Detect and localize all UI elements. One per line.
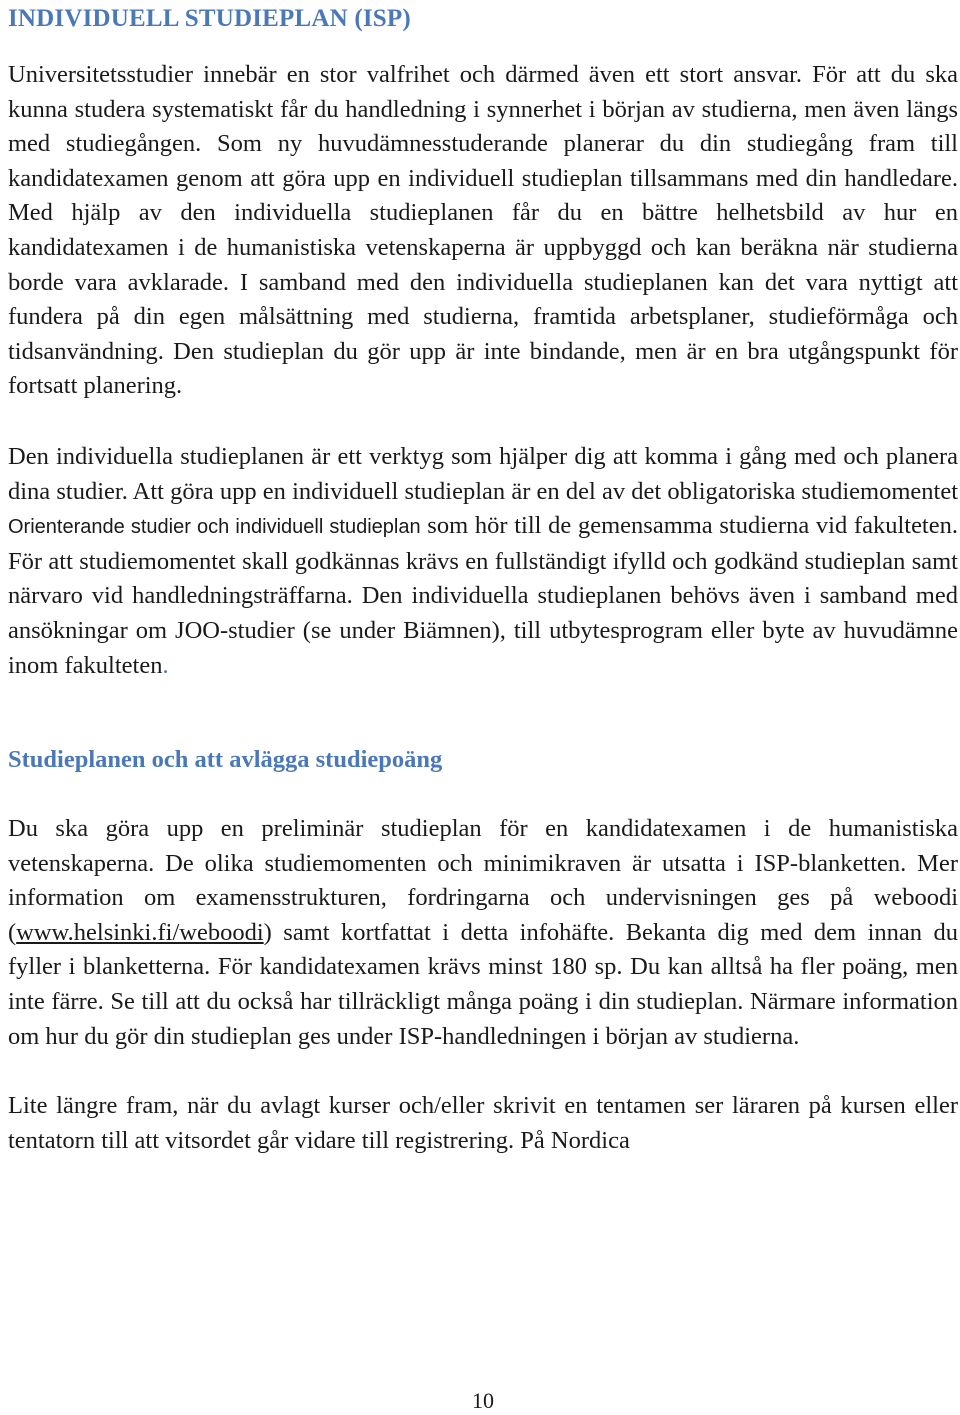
section-heading: Studieplanen och att avlägga studiepoäng [8, 746, 443, 774]
course-name: Orienterande studier och individuell studieplan [8, 516, 421, 539]
page-title: INDIVIDUELL STUDIEPLAN (ISP) [8, 5, 411, 32]
paragraph-study-plan-text-1: Du ska göra upp en preliminär studieplan för en kandidatexamen i de humanistiska vetenskaperna. De olika studiemomenten och minimikraven är utsatta i ISP-blanketten. Mer information om examensstrukturen, fordringarna och undervisningen ges på weboodi ( [8, 815, 958, 946]
paragraph-isp-tool-text-1: Den individuella studieplanen är ett verktyg som hjälper dig att komma i gång med och planera dina studier. Att göra upp en individuell studieplan är en del av det obligatoriska studiemomentet [8, 442, 958, 505]
paragraph-intro: Universitetsstudier innebär en stor valfrihet och därmed även ett stort ansvar. För att du ska kunna studera systematiskt får du handledning i synnerhet i början av studierna, men även längs med studiegången. Som ny huvudämnesstuderande planerar du din studiegång fram till kandidatexamen genom att göra upp en individuell studieplan tillsammans med din handledare. Med hjälp av den individuella studieplanen får du en bättre helhetsbild av hur en kandidatexamen i de humanistiska vetenskaperna är uppbyggd och kan beräkna när studierna borde vara avklarade. I samband med den individuella studieplanen kan det vara nyttigt att fundera på din egen målsättning med studierna, framtida arbetsplaner, studieförmåga och tidsanvändning. Den studieplan du gör upp är inte bindande, men är en bra utgångspunkt för fortsatt planering. [8, 61, 958, 400]
paragraph-registration: Lite längre fram, när du avlagt kurser och/eller skrivit en tentamen ser läraren på kursen eller tentatorn till att vitsordet går vidare till registrering. På Nordica [8, 1092, 958, 1154]
page-number: 10 [472, 1388, 494, 1413]
document-page [8, 0, 958, 1158]
paragraph-study-plan-text-2: ) samt kortfattat i detta infohäfte. Bekanta dig med dem innan du fyller i blanketterna. För kandidatexamen krävs minst 180 sp. Du kan alltså ha fler poäng, men inte färre. Se till att du också har tillräckligt många poäng i din studieplan. Närmare information om hur du gör din studieplan ges under ISP-handledningen i början av studierna. [8, 918, 958, 1050]
weboodi-link[interactable]: www.helsinki.fi/weboodi [16, 918, 264, 946]
paragraph-isp-tool-text-2: som hör till de gemensamma studierna vid fakulteten. För att studiemomentet skall godkännas krävs en fullständigt ifylld och godkänd studieplan samt närvaro vid handledningsträffarna. Den individuella studieplanen behövs även i samband med ansökningar om JOO-studier (se under Biämnen), till utbytesprogram eller byte av huvudämne inom fakulteten [8, 512, 958, 679]
paragraph-study-plan [8, 812, 958, 1054]
paragraph-isp-tool [8, 440, 958, 683]
paragraph-end-mark: . [162, 651, 169, 679]
